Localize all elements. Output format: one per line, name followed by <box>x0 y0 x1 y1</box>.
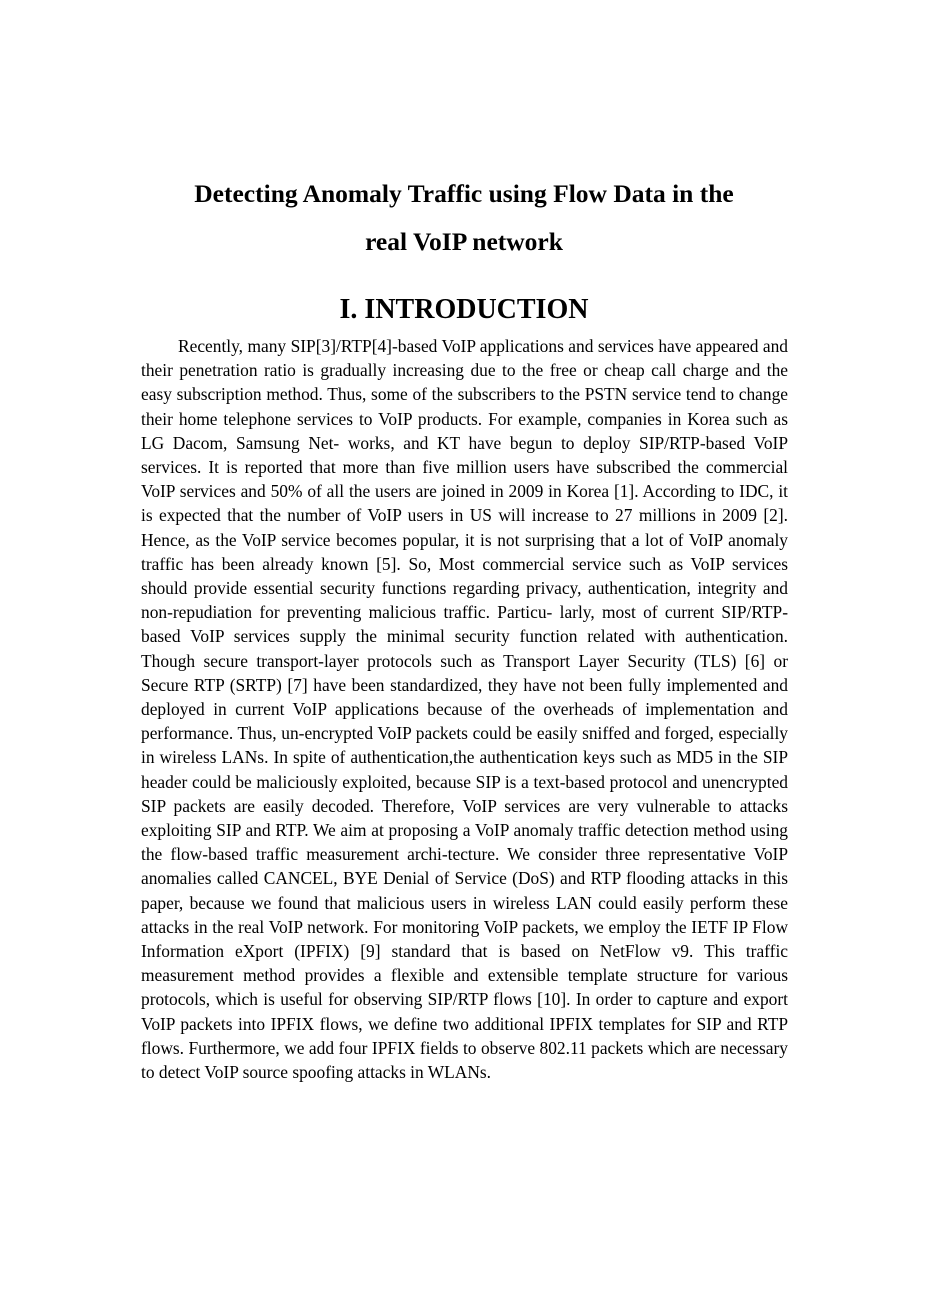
section-heading-introduction: I. INTRODUCTION <box>339 294 589 325</box>
paper-title-line-1: Detecting Anomaly Traffic using Flow Data in the <box>194 179 734 208</box>
paper-title <box>140 170 788 266</box>
paper-title-line-2: real VoIP network <box>365 227 563 256</box>
introduction-paragraph: Recently, many SIP[3]/RTP[4]-based VoIP applications and services have appeared and their penetration ratio is gradually increasing due to the free or cheap call charge and the easy subscription method. Thus, some of the subscribers to the PSTN service tend to change their home telephone services to VoIP products. For example, companies in Korea such as LG Dacom, Samsung Net- works, and KT have begun to deploy SIP/RTP-based VoIP services. It is reported that more than five million users have subscribed the commercial VoIP services and 50% of all the users are joined in 2009 in Korea [1]. According to IDC, it is expected that the number of VoIP users in US will increase to 27 millions in 2009 [2]. Hence, as the VoIP service becomes popular, it is not surprising that a lot of VoIP anomaly traffic has been already known [5]. So, Most commercial service such as VoIP services should provide essential security functions regarding privacy, authentication, integrity and non-repudiation for preventing malicious traffic. Particu- larly, most of current SIP/RTP-based VoIP services supply the minimal security function related with authentication. Though secure transport-layer protocols such as Transport Layer Security (TLS) [6] or Secure RTP (SRTP) [7] have been standardized, they have not been fully implemented and deployed in current VoIP applications because of the overheads of implementation and performance. Thus, un-encrypted VoIP packets could be easily sniffed and forged, especially in wireless LANs. In spite of authentication,the authentication keys such as MD5 in the SIP header could be maliciously exploited, because SIP is a text-based protocol and unencrypted SIP packets are easily decoded. Therefore, VoIP services are very vulnerable to attacks exploiting SIP and RTP. We aim at proposing a VoIP anomaly traffic detection method using the flow-based traffic measurement archi-tecture. We consider three representative VoIP anomalies called CANCEL, BYE Denial of Service (DoS) and RTP flooding attacks in this paper, because we found that malicious users in wireless LAN could easily perform these attacks in the real VoIP network. For monitoring VoIP packets, we employ the IETF IP Flow Information eXport (IPFIX) [9] standard that is based on NetFlow v9. This traffic measurement method provides a flexible and extensible template structure for various protocols, which is useful for observing SIP/RTP flows [10]. In order to capture and export VoIP packets into IPFIX flows, we define two additional IPFIX templates for SIP and RTP flows. Furthermore, we add four IPFIX fields to observe 802.11 packets which are necessary to detect VoIP source spoofing attacks in WLANs. <box>141 336 788 1083</box>
